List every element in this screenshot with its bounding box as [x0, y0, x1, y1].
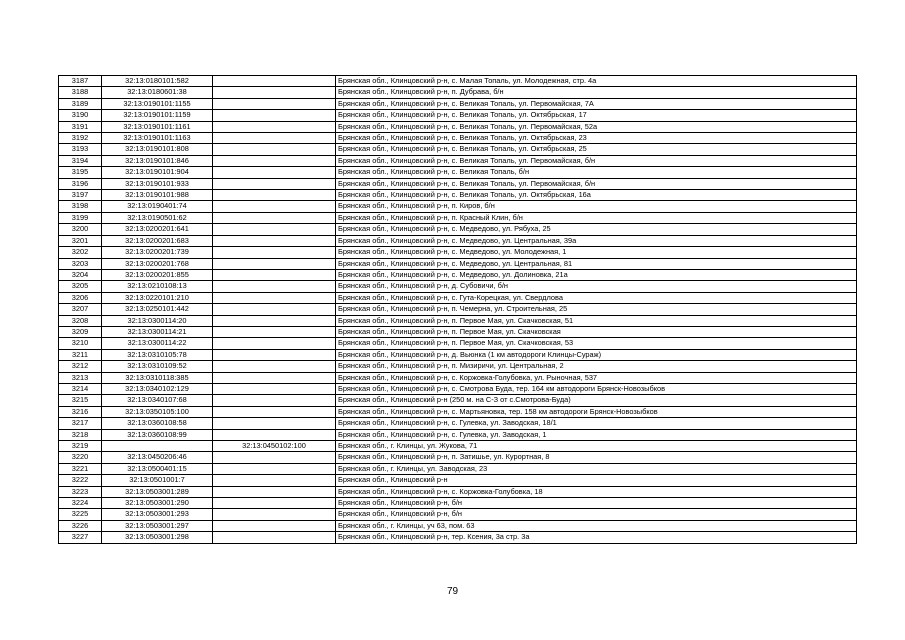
- cadastral-number-cell: 32:13:0180601:38: [102, 87, 213, 98]
- row-number-cell: 3204: [59, 269, 102, 280]
- cadastral-number-alt-cell: [213, 98, 336, 109]
- cadastral-number-alt-cell: [213, 463, 336, 474]
- row-number-cell: 3188: [59, 87, 102, 98]
- table-row: [59, 98, 857, 109]
- table-row: [59, 155, 857, 166]
- cadastral-number-alt-cell: [213, 155, 336, 166]
- address-cell: Брянская обл., Клинцовский р-н, д. Субовичи, б/н: [336, 281, 857, 292]
- cadastral-number-cell: 32:13:0300114:21: [102, 326, 213, 337]
- cadastral-number-cell: 32:13:0210108:13: [102, 281, 213, 292]
- table-row: [59, 281, 857, 292]
- address-cell: Брянская обл., Клинцовский р-н, п. Красный Клин, б/н: [336, 212, 857, 223]
- address-cell: Брянская обл., Клинцовский р-н, с. Гулевка, ул. Заводская, 18/1: [336, 418, 857, 429]
- cadastral-number-alt-cell: [213, 395, 336, 406]
- cadastral-number-cell: 32:13:0190101:808: [102, 144, 213, 155]
- table-row: [59, 498, 857, 509]
- table-row: [59, 76, 857, 87]
- cadastral-number-cell: 32:13:0190401:74: [102, 201, 213, 212]
- row-number-cell: 3210: [59, 338, 102, 349]
- row-number-cell: 3218: [59, 429, 102, 440]
- row-number-cell: 3193: [59, 144, 102, 155]
- cadastral-number-cell: 32:13:0180101:582: [102, 76, 213, 87]
- cadastral-number-cell: 32:13:0503001:290: [102, 498, 213, 509]
- cadastral-number-alt-cell: [213, 429, 336, 440]
- address-cell: Брянская обл., Клинцовский р-н, с. Великая Топаль, ул. Первомайская, б/н: [336, 155, 857, 166]
- address-cell: Брянская обл., Клинцовский р-н, тер. Ксения, 3а стр. 3а: [336, 532, 857, 543]
- cadastral-number-cell: 32:13:0190101:846: [102, 155, 213, 166]
- row-number-cell: 3217: [59, 418, 102, 429]
- cadastral-number-alt-cell: [213, 406, 336, 417]
- cadastral-number-alt-cell: [213, 292, 336, 303]
- address-cell: Брянская обл., Клинцовский р-н, с. Смотрова Буда, тер. 164 км автодороги Брянск-Новозыбков: [336, 383, 857, 394]
- row-number-cell: 3203: [59, 258, 102, 269]
- cadastral-number-cell: 32:13:0190101:1161: [102, 121, 213, 132]
- cadastral-number-alt-cell: [213, 372, 336, 383]
- address-cell: Брянская обл., Клинцовский р-н, п. Первое Мая, ул. Скачковская, 53: [336, 338, 857, 349]
- table-row: [59, 144, 857, 155]
- address-cell: Брянская обл., Клинцовский р-н, с. Медведово, ул. Центральная, 81: [336, 258, 857, 269]
- cadastral-number-cell: 32:13:0190101:1163: [102, 133, 213, 144]
- row-number-cell: 3207: [59, 304, 102, 315]
- cadastral-number-alt-cell: [213, 383, 336, 394]
- cadastral-number-alt-cell: [213, 190, 336, 201]
- cadastral-number-cell: 32:13:0350105:100: [102, 406, 213, 417]
- table-row: [59, 167, 857, 178]
- cadastral-number-alt-cell: [213, 349, 336, 360]
- cadastral-number-cell: 32:13:0300114:20: [102, 315, 213, 326]
- cadastral-number-alt-cell: [213, 361, 336, 372]
- row-number-cell: 3194: [59, 155, 102, 166]
- cadastral-number-cell: 32:13:0360108:58: [102, 418, 213, 429]
- address-cell: Брянская обл., Клинцовский р-н: [336, 475, 857, 486]
- table-row: [59, 395, 857, 406]
- cadastral-number-cell: 32:13:0340102:129: [102, 383, 213, 394]
- table-row: [59, 383, 857, 394]
- address-cell: Брянская обл., Клинцовский р-н, с. Великая Топаль, ул. Первомайская, 7А: [336, 98, 857, 109]
- cadastral-number-cell: 32:13:0200201:683: [102, 235, 213, 246]
- cadastral-number-cell: 32:13:0310105:78: [102, 349, 213, 360]
- row-number-cell: 3225: [59, 509, 102, 520]
- row-number-cell: 3220: [59, 452, 102, 463]
- cadastral-number-cell: 32:13:0340107:68: [102, 395, 213, 406]
- address-cell: Брянская обл., Клинцовский р-н, с. Медведово, ул. Молодежная, 1: [336, 247, 857, 258]
- address-cell: Брянская обл., Клинцовский р-н, б/н: [336, 498, 857, 509]
- row-number-cell: 3206: [59, 292, 102, 303]
- address-cell: Брянская обл., Клинцовский р-н, б/н: [336, 509, 857, 520]
- address-cell: Брянская обл., Клинцовский р-н, с. Медведово, ул. Долиновка, 21а: [336, 269, 857, 280]
- cadastral-number-alt-cell: [213, 475, 336, 486]
- row-number-cell: 3200: [59, 224, 102, 235]
- table-row: [59, 235, 857, 246]
- cadastral-number-alt-cell: [213, 338, 336, 349]
- row-number-cell: 3224: [59, 498, 102, 509]
- cadastral-number-cell: 32:13:0310109:52: [102, 361, 213, 372]
- table-row: [59, 133, 857, 144]
- cadastral-number-alt-cell: [213, 178, 336, 189]
- cadastral-number-cell: 32:13:0500401:15: [102, 463, 213, 474]
- row-number-cell: 3208: [59, 315, 102, 326]
- cadastral-number-alt-cell: [213, 144, 336, 155]
- address-cell: Брянская обл., Клинцовский р-н, с. Великая Топаль, ул. Первомайская, 52а: [336, 121, 857, 132]
- address-cell: Брянская обл., Клинцовский р-н, с. Великая Топаль, ул. Октябрьская, 17: [336, 110, 857, 121]
- address-cell: Брянская обл., Клинцовский р-н, п. Дубрава, б/н: [336, 87, 857, 98]
- cadastral-number-cell: 32:13:0200201:739: [102, 247, 213, 258]
- row-number-cell: 3202: [59, 247, 102, 258]
- address-cell: Брянская обл., Клинцовский р-н (250 м. на С-З от с.Смотрова-Буда): [336, 395, 857, 406]
- cadastral-number-cell: 32:13:0310118:385: [102, 372, 213, 383]
- row-number-cell: 3189: [59, 98, 102, 109]
- address-cell: Брянская обл., Клинцовский р-н, с. Великая Топаль, б/н: [336, 167, 857, 178]
- table-row: [59, 315, 857, 326]
- cadastral-number-alt-cell: [213, 269, 336, 280]
- cadastral-number-cell: 32:13:0200201:768: [102, 258, 213, 269]
- address-cell: Брянская обл., Клинцовский р-н, с. Великая Топаль, ул. Октябрьская, 25: [336, 144, 857, 155]
- row-number-cell: 3221: [59, 463, 102, 474]
- row-number-cell: 3223: [59, 486, 102, 497]
- table-row: [59, 258, 857, 269]
- cadastral-number-alt-cell: [213, 121, 336, 132]
- address-cell: Брянская обл., Клинцовский р-н, п. Первое Мая, ул. Скачковская, 51: [336, 315, 857, 326]
- row-number-cell: 3198: [59, 201, 102, 212]
- cadastral-number-alt-cell: [213, 532, 336, 543]
- cadastral-number-cell: 32:13:0503001:289: [102, 486, 213, 497]
- cadastral-number-alt-cell: [213, 326, 336, 337]
- cadastral-number-cell: 32:13:0503001:298: [102, 532, 213, 543]
- registry-table-body: [59, 76, 857, 544]
- row-number-cell: 3212: [59, 361, 102, 372]
- row-number-cell: 3195: [59, 167, 102, 178]
- table-row: [59, 532, 857, 543]
- cadastral-number-alt-cell: [213, 498, 336, 509]
- row-number-cell: 3196: [59, 178, 102, 189]
- cadastral-number-cell: 32:13:0250101:442: [102, 304, 213, 315]
- cadastral-number-alt-cell: [213, 509, 336, 520]
- cadastral-number-cell: 32:13:0190101:933: [102, 178, 213, 189]
- property-registry-table: [58, 75, 857, 544]
- cadastral-number-alt-cell: [213, 247, 336, 258]
- cadastral-number-alt-cell: [213, 235, 336, 246]
- address-cell: Брянская обл., Клинцовский р-н, д. Вьюнка (1 км автодороги Клинцы-Сураж): [336, 349, 857, 360]
- cadastral-number-alt-cell: [213, 315, 336, 326]
- table-row: [59, 224, 857, 235]
- address-cell: Брянская обл., Клинцовский р-н, с. Гулевка, ул. Заводская, 1: [336, 429, 857, 440]
- cadastral-number-cell: 32:13:0503001:293: [102, 509, 213, 520]
- table-row: [59, 87, 857, 98]
- cadastral-number-alt-cell: [213, 486, 336, 497]
- row-number-cell: 3211: [59, 349, 102, 360]
- table-row: [59, 441, 857, 452]
- cadastral-number-cell: 32:13:0220101:210: [102, 292, 213, 303]
- table-row: [59, 292, 857, 303]
- cadastral-number-alt-cell: 32:13:0450102:100: [213, 441, 336, 452]
- cadastral-number-alt-cell: [213, 212, 336, 223]
- table-row: [59, 349, 857, 360]
- table-row: [59, 463, 857, 474]
- table-row: [59, 486, 857, 497]
- address-cell: Брянская обл., Клинцовский р-н, с. Мартьяновка, тер. 158 км автодороги Брянск-Новозыбков: [336, 406, 857, 417]
- table-row: [59, 110, 857, 121]
- row-number-cell: 3214: [59, 383, 102, 394]
- table-row: [59, 452, 857, 463]
- row-number-cell: 3222: [59, 475, 102, 486]
- table-row: [59, 212, 857, 223]
- table-row: [59, 247, 857, 258]
- cadastral-number-cell: 32:13:0200201:855: [102, 269, 213, 280]
- table-row: [59, 338, 857, 349]
- address-cell: Брянская обл., Клинцовский р-н, с. Великая Топаль, ул. Первомайская, б/н: [336, 178, 857, 189]
- table-row: [59, 509, 857, 520]
- address-cell: Брянская обл., Клинцовский р-н, п. Первое Мая, ул. Скачковская: [336, 326, 857, 337]
- row-number-cell: 3219: [59, 441, 102, 452]
- table-row: [59, 201, 857, 212]
- table-row: [59, 418, 857, 429]
- cadastral-number-alt-cell: [213, 452, 336, 463]
- row-number-cell: 3197: [59, 190, 102, 201]
- table-row: [59, 361, 857, 372]
- cadastral-number-alt-cell: [213, 87, 336, 98]
- row-number-cell: 3201: [59, 235, 102, 246]
- address-cell: Брянская обл., Клинцовский р-н, с. Коржовка-Голубовка, ул. Рыночная, 537: [336, 372, 857, 383]
- table-row: [59, 475, 857, 486]
- address-cell: Брянская обл., Клинцовский р-н, п. Киров, б/н: [336, 201, 857, 212]
- cadastral-number-alt-cell: [213, 304, 336, 315]
- cadastral-number-alt-cell: [213, 258, 336, 269]
- cadastral-number-cell: 32:13:0200201:641: [102, 224, 213, 235]
- table-row: [59, 190, 857, 201]
- table-row: [59, 520, 857, 531]
- address-cell: Брянская обл., Клинцовский р-н, с. Гута-Корецкая, ул. Свердлова: [336, 292, 857, 303]
- address-cell: Брянская обл., г. Клинцы, уч 63, пом. 63: [336, 520, 857, 531]
- row-number-cell: 3190: [59, 110, 102, 121]
- address-cell: Брянская обл., Клинцовский р-н, с. Медведово, ул. Центральная, 39а: [336, 235, 857, 246]
- address-cell: Брянская обл., Клинцовский р-н, с. Великая Топаль, ул. Октябрьская, 16а: [336, 190, 857, 201]
- cadastral-number-cell: 32:13:0190101:988: [102, 190, 213, 201]
- row-number-cell: 3192: [59, 133, 102, 144]
- cadastral-number-cell: [102, 441, 213, 452]
- cadastral-number-cell: 32:13:0190101:1155: [102, 98, 213, 109]
- cadastral-number-cell: 32:13:0300114:22: [102, 338, 213, 349]
- table-row: [59, 326, 857, 337]
- cadastral-number-alt-cell: [213, 133, 336, 144]
- row-number-cell: 3187: [59, 76, 102, 87]
- row-number-cell: 3227: [59, 532, 102, 543]
- cadastral-number-cell: 32:13:0190501:62: [102, 212, 213, 223]
- cadastral-number-alt-cell: [213, 520, 336, 531]
- row-number-cell: 3209: [59, 326, 102, 337]
- cadastral-number-cell: 32:13:0190101:904: [102, 167, 213, 178]
- table-row: [59, 304, 857, 315]
- cadastral-number-alt-cell: [213, 281, 336, 292]
- page-number: 79: [446, 586, 459, 597]
- row-number-cell: 3215: [59, 395, 102, 406]
- cadastral-number-alt-cell: [213, 167, 336, 178]
- cadastral-number-alt-cell: [213, 110, 336, 121]
- row-number-cell: 3191: [59, 121, 102, 132]
- cadastral-number-alt-cell: [213, 224, 336, 235]
- cadastral-number-alt-cell: [213, 76, 336, 87]
- address-cell: Брянская обл., г. Клинцы, ул. Жукова, 71: [336, 441, 857, 452]
- row-number-cell: 3205: [59, 281, 102, 292]
- cadastral-number-alt-cell: [213, 201, 336, 212]
- table-row: [59, 429, 857, 440]
- address-cell: Брянская обл., Клинцовский р-н, п. Мизиричи, ул. Центральная, 2: [336, 361, 857, 372]
- row-number-cell: 3216: [59, 406, 102, 417]
- address-cell: Брянская обл., Клинцовский р-н, с. Малая Топаль, ул. Молодежная, стр. 4а: [336, 76, 857, 87]
- cadastral-number-cell: 32:13:0501001:7: [102, 475, 213, 486]
- table-row: [59, 178, 857, 189]
- address-cell: Брянская обл., г. Клинцы, ул. Заводская, 23: [336, 463, 857, 474]
- row-number-cell: 3213: [59, 372, 102, 383]
- row-number-cell: 3226: [59, 520, 102, 531]
- table-row: [59, 269, 857, 280]
- table-row: [59, 406, 857, 417]
- cadastral-number-cell: 32:13:0190101:1159: [102, 110, 213, 121]
- address-cell: Брянская обл., Клинцовский р-н, с. Великая Топаль, ул. Октябрьская, 23: [336, 133, 857, 144]
- cadastral-number-cell: 32:13:0450206:46: [102, 452, 213, 463]
- cadastral-number-alt-cell: [213, 418, 336, 429]
- address-cell: Брянская обл., Клинцовский р-н, п. Чемерна, ул. Строительная, 25: [336, 304, 857, 315]
- row-number-cell: 3199: [59, 212, 102, 223]
- address-cell: Брянская обл., Клинцовский р-н, с. Медведово, ул. Рябуха, 25: [336, 224, 857, 235]
- address-cell: Брянская обл., Клинцовский р-н, с. Коржовка-Голубовка, 18: [336, 486, 857, 497]
- cadastral-number-cell: 32:13:0360108:99: [102, 429, 213, 440]
- table-row: [59, 372, 857, 383]
- address-cell: Брянская обл., Клинцовский р-н, п. Затишье, ул. Курортная, 8: [336, 452, 857, 463]
- cadastral-number-cell: 32:13:0503001:297: [102, 520, 213, 531]
- table-row: [59, 121, 857, 132]
